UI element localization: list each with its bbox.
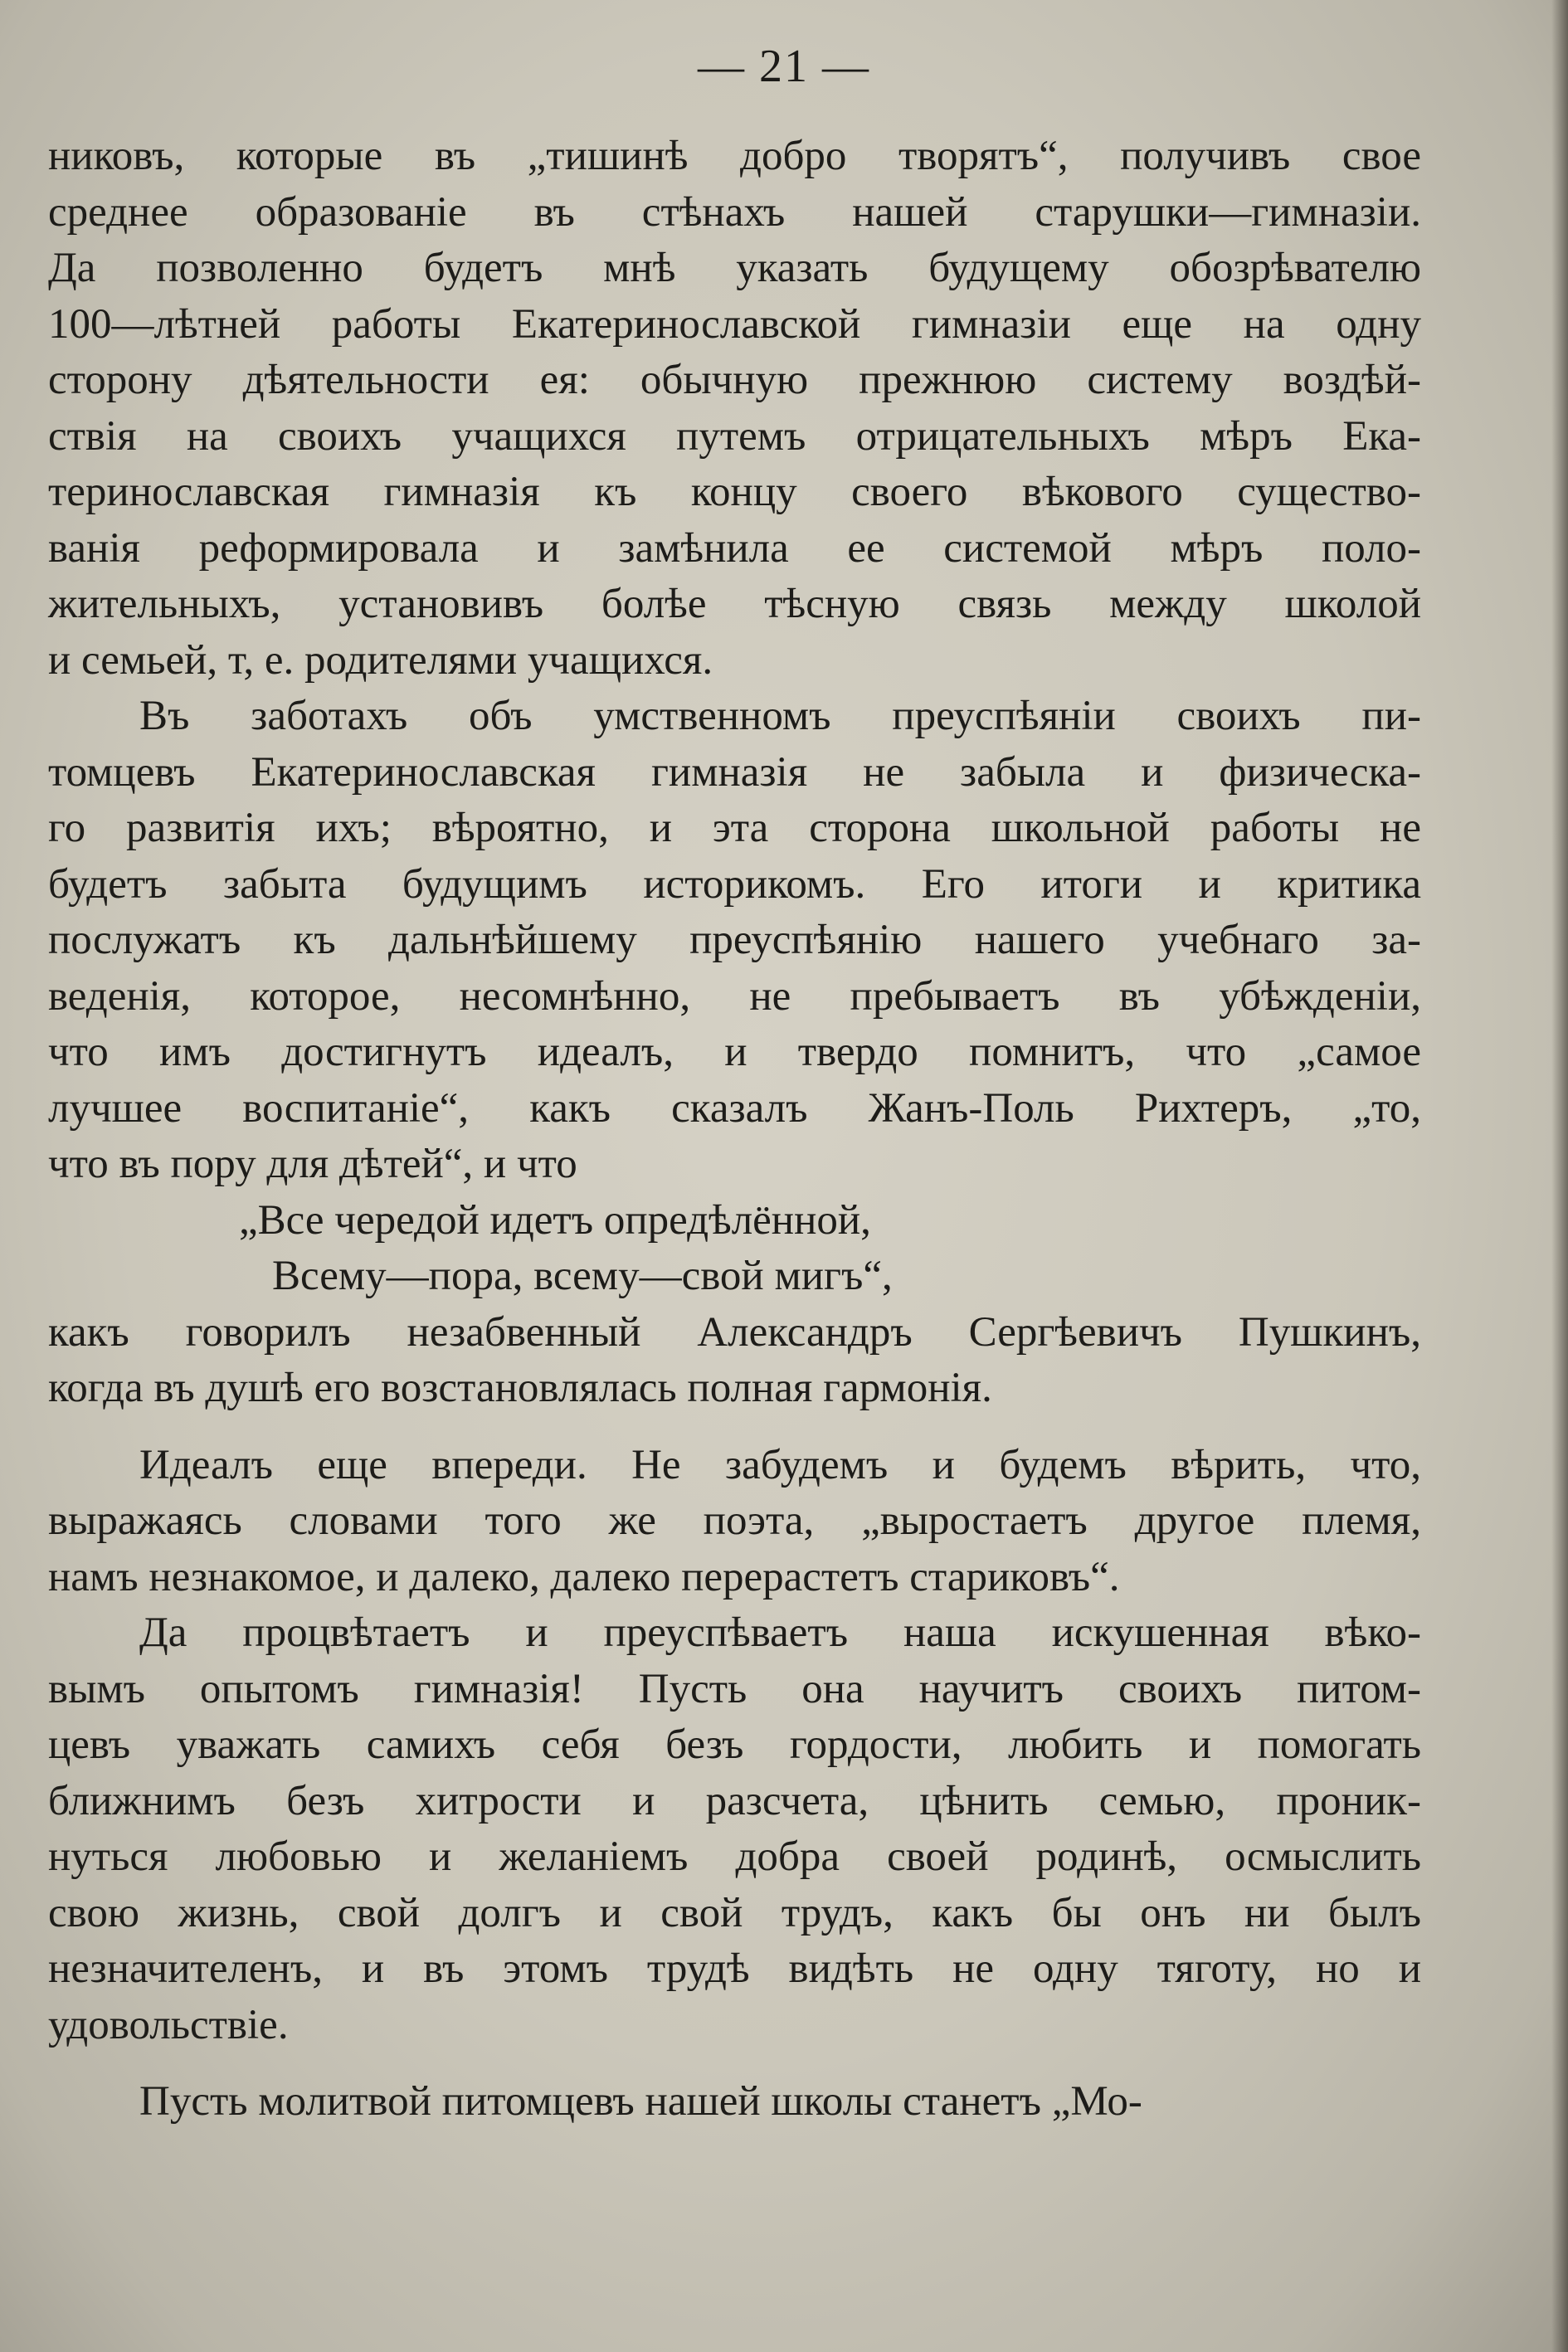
text-line: Пусть молитвой питомцевъ нашей школы станетъ „Мо- [139,2078,1142,2125]
text-line: Въ заботахъ объ умственномъ преуспѣяніи своихъ пи- [139,693,1421,739]
text-line: когда въ душѣ его возстановлялась полная гармонія. [48,1365,992,1411]
text-line: веденія, которое, несомнѣнно, не пребываетъ въ убѣжденіи, [48,972,1421,1020]
verse-line: „Все чередой идетъ опредѣлённой, [239,1196,871,1244]
text-line: среднее образованіе въ стѣнахъ нашей старушки—гимназіи. [48,188,1421,236]
page-number: — 21 — [698,41,870,92]
text-line: сторону дѣятельности ея: обычную прежнюю систему воздѣй- [48,357,1421,403]
text-line: цевъ уважать самихъ себя безъ гордости, любить и помогать [48,1721,1421,1768]
text-line: нуться любовью и желаніемъ добра своей родинѣ, осмыслить [48,1833,1421,1880]
text-line: будетъ забыта будущимъ историкомъ. Его итоги и критика [48,860,1421,908]
text-line: никовъ, которые въ „тишинѣ добро творятъ“, получивъ свое [48,133,1421,179]
text-line: послужатъ къ дальнѣйшему преуспѣянію нашего учебнаго за- [48,917,1421,963]
text-line: намъ незнакомое, и далеко, далеко перерастетъ стариковъ“. [48,1553,1120,1600]
text-line: теринославская гимназія къ концу своего вѣкового существо- [48,469,1421,515]
text-line: томцевъ Екатеринославская гимназія не забыла и физическа- [48,748,1421,796]
text-line: жительныхъ, установивъ болѣе тѣсную связь между школой [48,581,1421,627]
body-text [48,129,1421,2130]
text-line: лучшее воспитаніе“, какъ сказалъ Жанъ-Поль Рихтеръ, „то, [48,1084,1421,1132]
text-line: ванія реформировала и замѣнила ее системой мѣръ поло- [48,524,1421,572]
page-edge-shadow [1551,0,1568,2352]
text-line: что имъ достигнутъ идеалъ, и твердо помнитъ, что „самое [48,1029,1421,1075]
text-line: ближнимъ безъ хитрости и разсчета, цѣнить семью, проник- [48,1777,1421,1824]
text-line: что въ пору для дѣтей“, и что [48,1141,577,1187]
text-line: какъ говорилъ незабвенный Александръ Сергѣевичъ Пушкинъ, [48,1308,1421,1356]
text-line: Да позволенно будетъ мнѣ указать будущему обозрѣвателю [48,245,1421,291]
text-line: Да процвѣтаетъ и преуспѣваетъ наша искушенная вѣко- [139,1609,1421,1656]
text-line: го развитія ихъ; вѣроятно, и эта сторона школьной работы не [48,805,1421,851]
text-line: выражаясь словами того же поэта, „выростаетъ другое племя, [48,1497,1421,1544]
verse-line: Всему—пора, всему—свой мигъ“, [272,1253,893,1299]
text-line: ствія на своихъ учащихся путемъ отрицательныхъ мѣръ Ека- [48,412,1421,460]
text-line: удовольствіе. [48,2001,289,2048]
text-line: свою жизнь, свой долгъ и свой трудъ, какъ бы онъ ни былъ [48,1889,1421,1936]
text-line: вымъ опытомъ гимназія! Пусть она научитъ своихъ питом- [48,1665,1421,1712]
text-line: Идеалъ еще впереди. Не забудемъ и будемъ вѣрить, что, [139,1441,1421,1488]
text-line: незначителенъ, и въ этомъ трудѣ видѣть не одну тяготу, но и [48,1945,1421,1992]
text-line: 100—лѣтней работы Екатеринославской гимназіи еще на одну [48,300,1421,348]
text-line: и семьей, т, е. родителями учащихся. [48,636,713,684]
